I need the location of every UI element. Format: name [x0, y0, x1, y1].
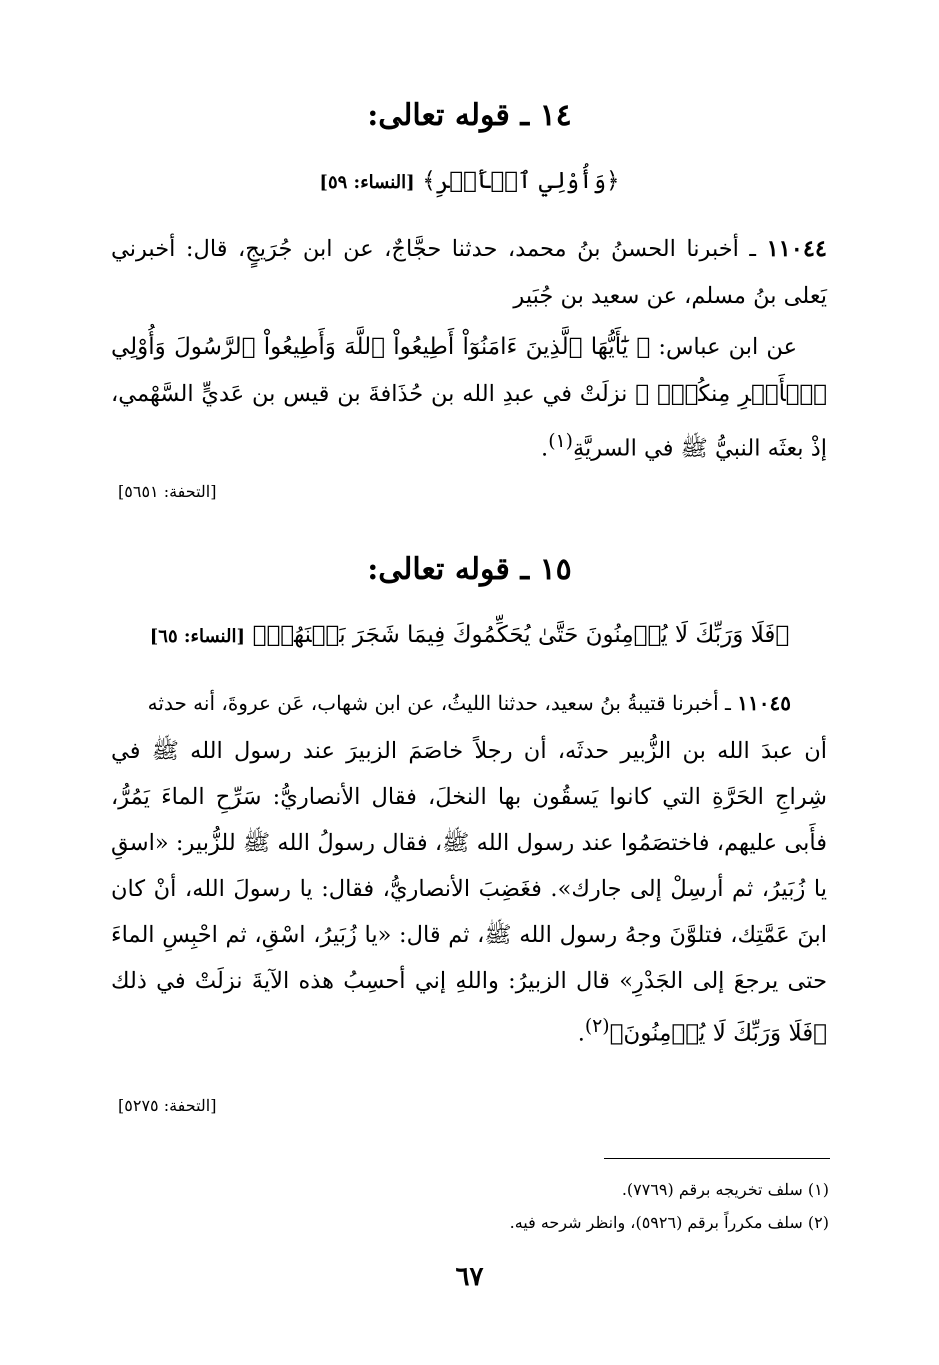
hadith-11045-isnad: [111, 680, 827, 727]
section-15-verse-line: [0, 620, 939, 648]
hadith-11044-number: ١١٠٤٤: [766, 236, 827, 262]
footnote-ref-1: (١): [548, 431, 573, 452]
section-15-heading: ١٥ ـ قوله تعالى:: [367, 552, 572, 587]
footnote-ref-2: (٢): [584, 1016, 610, 1037]
hadith-11045-chain: ـ أخبرنا قتيبةُ بنُ سعيد، حدثنا الليثُ، عن ابن شهاب، عَن عروةَ، أنه حدثه: [147, 691, 738, 715]
section-15-verse: ﴿فَلَا وَرَبِّكَ لَا يُؤۡمِنُونَ حَتَّىٰ يُحَكِّمُوكَ فِيمَا شَجَرَ بَيۡنَهُمۡ﴾: [252, 622, 790, 648]
hadith-11045-end: .: [577, 1020, 585, 1047]
section-14-verse-line: [0, 166, 939, 194]
hadith-11045-number: ١١٠٤٥: [737, 691, 791, 715]
hadith-11045-text: [111, 728, 827, 1057]
hadith-11044-isnad: [111, 226, 827, 320]
hadith-11045-quran: ﴿فَلَا وَرَبِّكَ لَا يُؤۡمِنُونَ﴾: [609, 1020, 827, 1047]
section-15-verse-ref: [النساء: ٦٥]: [149, 626, 245, 647]
section-14-heading: ١٤ ـ قوله تعالى:: [367, 98, 572, 133]
section-14-tuhfa: [التحفة: ٥٦٥١]: [118, 482, 217, 501]
hadith-11044-chain: ـ أخبرنا الحسنُ بنُ محمد، حدثنا حجَّاجٌ، عن ابن جُرَيجٍ، قال: أخبرني يَعلى بنُ مسلم، عن سعيد بن جُبَير: [111, 236, 827, 309]
footnote-separator: [604, 1158, 830, 1159]
hadith-11044-text: [111, 324, 827, 473]
hadith-11044-intro: عن ابن عباس:: [650, 334, 797, 360]
footnote-2: (٢) سلف مكرراً برقم (٥٩٢٦)، وانظر شرحه فيه.: [509, 1213, 829, 1232]
hadith-11045-body: أن عبدَ الله بن الزُّبير حدثَه، أن رجلاً خاصَمَ الزبيرَ عند رسول الله ﷺ في شِراجِ الحَرَّةِ التي كانوا يَسقُون بها النخلَ، فقال الأنصاريُّ: سَرِّحِ الماءَ يَمُرُّ، فأَبى عليهم، فاختصَمُوا عند رسول الله ﷺ، فقال رسولُ الله ﷺ للزُّبير: «اسقِ يا زُبَيرُ، ثم أرسِلْ إلى جارك». فغَضِبَ الأنصاريُّ، فقال: يا رسولَ الله، أنْ كان ابنَ عَمَّتِك، فتلوَّنَ وجهُ رسول الله ﷺ، ثم قال: «يا زُبَيرُ، اسْقِ، ثم احْبِسِ الماءَ حتى يرجعَ إلى الجَدْرِ» قال الزبيرُ: واللهِ إني أحسِبُ هذه الآيةَ نزلَتْ في ذلك: [111, 738, 827, 994]
page-number: ٦٧: [455, 1262, 484, 1292]
hadith-11044-end: .: [541, 435, 549, 462]
section-14-verse: ﴿وَأُوْلِي ٱلۡأَمۡرِ﴾: [422, 168, 620, 194]
section-14-verse-ref: [النساء: ٥٩]: [319, 172, 415, 193]
section-15-tuhfa: [التحفة: ٥٢٧٥]: [118, 1096, 217, 1115]
hadith-11044-body: نزلَتْ في عبدِ الله بن حُذَافةَ بن قيس بن عَديٍّ السَّهْمي، إذْ بعثَه النبيُّ ﷺ في السريَّةِ: [111, 381, 827, 462]
hadith-11044-quran: ﴿ يَٰٓأَيُّهَا ٱلَّذِينَ ءَامَنُوٓاْ أَطِيعُواْ ٱللَّهَ وَأَطِيعُواْ ٱلرَّسُولَ وَأُوْلِي ٱلۡأَمۡرِ مِنكُمۡۖ ﴾: [111, 334, 827, 407]
footnote-1: (١) سلف تخريجه برقم (٧٧٦٩).: [621, 1180, 829, 1199]
